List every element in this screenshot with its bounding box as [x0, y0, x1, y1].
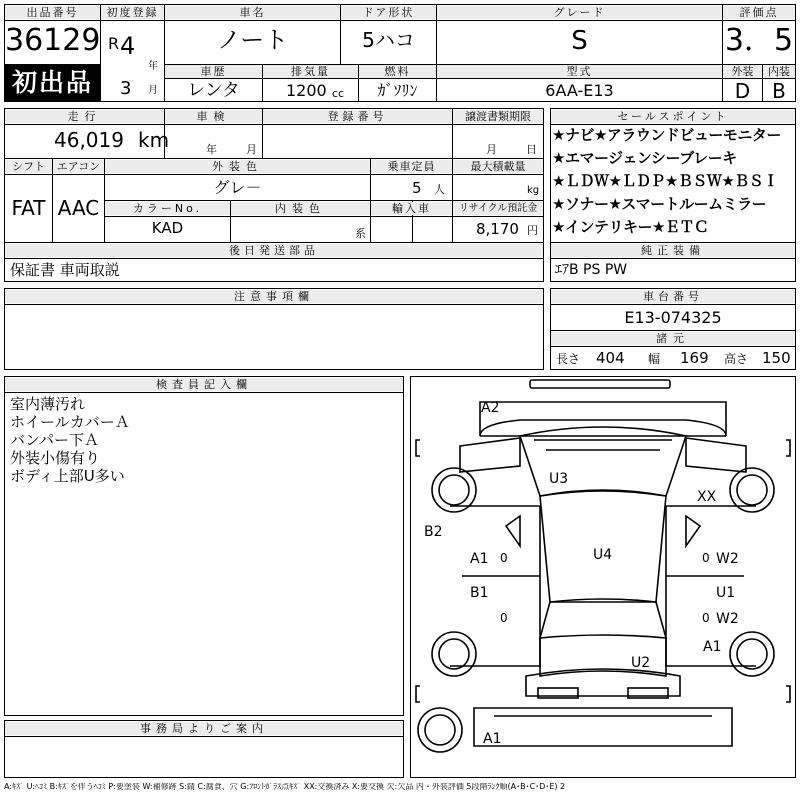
inspector-note: 外装小傷有り: [10, 449, 101, 467]
chassis-label: 車台番号: [551, 290, 795, 303]
grade-label: グレード: [437, 6, 722, 19]
notes-label: 注意事項欄: [5, 290, 543, 303]
capacity-unit: kg: [527, 185, 540, 196]
capacity-label: 最大積載量: [453, 160, 543, 173]
damage-mark: XX: [697, 489, 717, 505]
exterior-color-label: 外装色: [105, 160, 370, 173]
damage-mark: 0: [500, 551, 508, 565]
sales-point-line: ★ＬＤＷ★ＬＤＰ★ＢＳＷ★ＢＳＩ: [552, 172, 778, 190]
mileage-unit: km: [138, 128, 170, 152]
damage-legend: A:ｷｽﾞ U:ﾍｺﾐ B:ｷｽﾞを伴うﾍｺﾐ P:要塗装 W:補修跡 S:錆 C:腐食、穴 G:ﾌﾛﾝﾄｶﾞﾗｽ点ｷｽﾞ XX:交換済み X:要交換 欠:欠品 内・外装評価 5段階ﾗﾝｸ順(A･B･C･D･E) 2: [4, 783, 566, 791]
fuel-label: 燃料: [359, 65, 436, 78]
registration-number-label: 登録番号: [263, 110, 452, 123]
inspector-note: ボディ上部U多い: [10, 467, 125, 485]
damage-mark: U4: [593, 547, 613, 563]
grade: S: [571, 26, 588, 56]
score: 3．5: [724, 23, 794, 58]
door-type-label: ドア形状: [341, 6, 436, 19]
displacement-unit: cc: [332, 87, 345, 100]
inspector-note: ホイールカバーＡ: [10, 413, 130, 431]
seats-label: 乗車定員: [371, 160, 452, 173]
exterior-color: グレ－: [213, 178, 262, 197]
shift-value: FAT: [11, 196, 46, 220]
interior-grade-label: 内装: [763, 65, 795, 78]
inspection-month-unit: 月: [246, 143, 257, 156]
lot-number: 36129: [5, 23, 101, 58]
displacement: 1200: [286, 81, 327, 100]
year-unit: 年: [148, 61, 158, 72]
damage-mark: A1: [483, 731, 502, 747]
width-label: 幅: [648, 352, 661, 366]
damage-mark: 0: [702, 551, 710, 565]
damage-mark: U3: [549, 471, 569, 487]
chassis-number: E13-074325: [624, 308, 722, 327]
interior-grade: B: [772, 79, 786, 103]
car-name-label: 車名: [165, 6, 340, 19]
import-label: 輸入車: [371, 202, 452, 215]
damage-mark: 0: [500, 611, 508, 625]
aircon-label: エアコン: [53, 160, 104, 173]
damage-mark: A1: [703, 639, 722, 655]
inspection-label: 車検: [165, 110, 262, 123]
length-label: 長さ: [556, 352, 581, 366]
sales-point-line: ★インテリキー★ＥＴＣ: [552, 218, 709, 236]
model-code: 6AA-E13: [545, 81, 614, 100]
seats-value: 5: [412, 179, 422, 197]
exterior-grade: D: [734, 79, 751, 103]
damage-mark: W2: [716, 611, 739, 627]
sales-points-label: セールスポイント: [551, 110, 795, 123]
transfer-day-unit: 日: [526, 143, 537, 156]
damage-mark: B1: [470, 585, 489, 601]
transfer-month-unit: 月: [486, 143, 497, 156]
color-number-label: カラーNo.: [105, 202, 230, 215]
aircon-value: AAC: [57, 196, 100, 220]
equipment-label: 純正装備: [551, 244, 795, 257]
later-parts-label: 後日発送部品: [5, 244, 543, 257]
mileage-value: 46,019: [54, 128, 124, 152]
recycle-label: リサイクル預託金: [453, 202, 543, 215]
office-label: 事務局よりご案内: [5, 722, 403, 735]
transfer-deadline-label: 譲渡書類期限: [453, 110, 543, 123]
lot-number-label: 出品番号: [5, 6, 100, 19]
length-value: 404: [596, 349, 625, 367]
color-number: KAD: [151, 219, 184, 237]
shift-label: シフト: [5, 160, 52, 173]
height-value: 150: [762, 349, 791, 367]
damage-mark: 0: [702, 611, 710, 625]
first-listing-text: 初出品: [11, 68, 93, 97]
height-label: 高さ: [724, 352, 749, 366]
score-label: 評価点: [723, 6, 795, 19]
recycle-unit: 円: [527, 224, 538, 237]
mileage-label: 走行: [5, 110, 164, 123]
history: レンタ: [187, 80, 240, 101]
damage-mark: U2: [631, 655, 651, 671]
door-type: 5ハコ: [362, 28, 415, 52]
damage-mark: A2: [481, 400, 500, 416]
equipment-value: ｴｱB PS PW: [555, 262, 628, 278]
interior-color-unit: 系: [355, 227, 366, 240]
inspection-year-unit: 年: [206, 143, 217, 156]
month-unit: 月: [148, 85, 158, 96]
displacement-label: 排気量: [263, 65, 358, 78]
interior-color-label: 内装色: [231, 202, 370, 215]
registration-month: 3: [120, 78, 132, 99]
damage-mark: A1: [470, 551, 489, 567]
inspector-note: 室内薄汚れ: [10, 395, 86, 413]
car-name: ノート: [216, 26, 289, 54]
seats-unit: 人: [434, 183, 445, 196]
later-parts-value: 保証書 車両取説: [10, 261, 120, 279]
damage-mark: W2: [716, 551, 739, 567]
sales-point-line: ★ソナー★スマートルームミラー: [552, 195, 767, 213]
car-diagram: [410, 376, 796, 778]
damage-mark: U1: [716, 585, 736, 601]
history-label: 車歴: [165, 65, 262, 78]
model-label: 型式: [437, 65, 722, 78]
dimensions-label: 諸元: [551, 332, 795, 345]
sales-point-line: ★エマージェンシーブレーキ: [552, 149, 737, 167]
inspector-note: バンパー下Ａ: [10, 431, 99, 449]
recycle-value: 8,170: [476, 220, 519, 238]
fuel: ｶﾞｿﾘﾝ: [377, 81, 418, 100]
damage-mark: B2: [424, 524, 443, 540]
sales-point-line: ★ナビ★アラウンドビューモニター: [552, 126, 781, 144]
width-value: 169: [680, 349, 709, 367]
inspector-label: 検査員記入欄: [5, 378, 403, 391]
registration-year: 4: [120, 32, 136, 60]
first-registration-label: 初度登録: [101, 6, 164, 19]
era: R: [108, 34, 120, 53]
exterior-grade-label: 外装: [723, 65, 762, 78]
